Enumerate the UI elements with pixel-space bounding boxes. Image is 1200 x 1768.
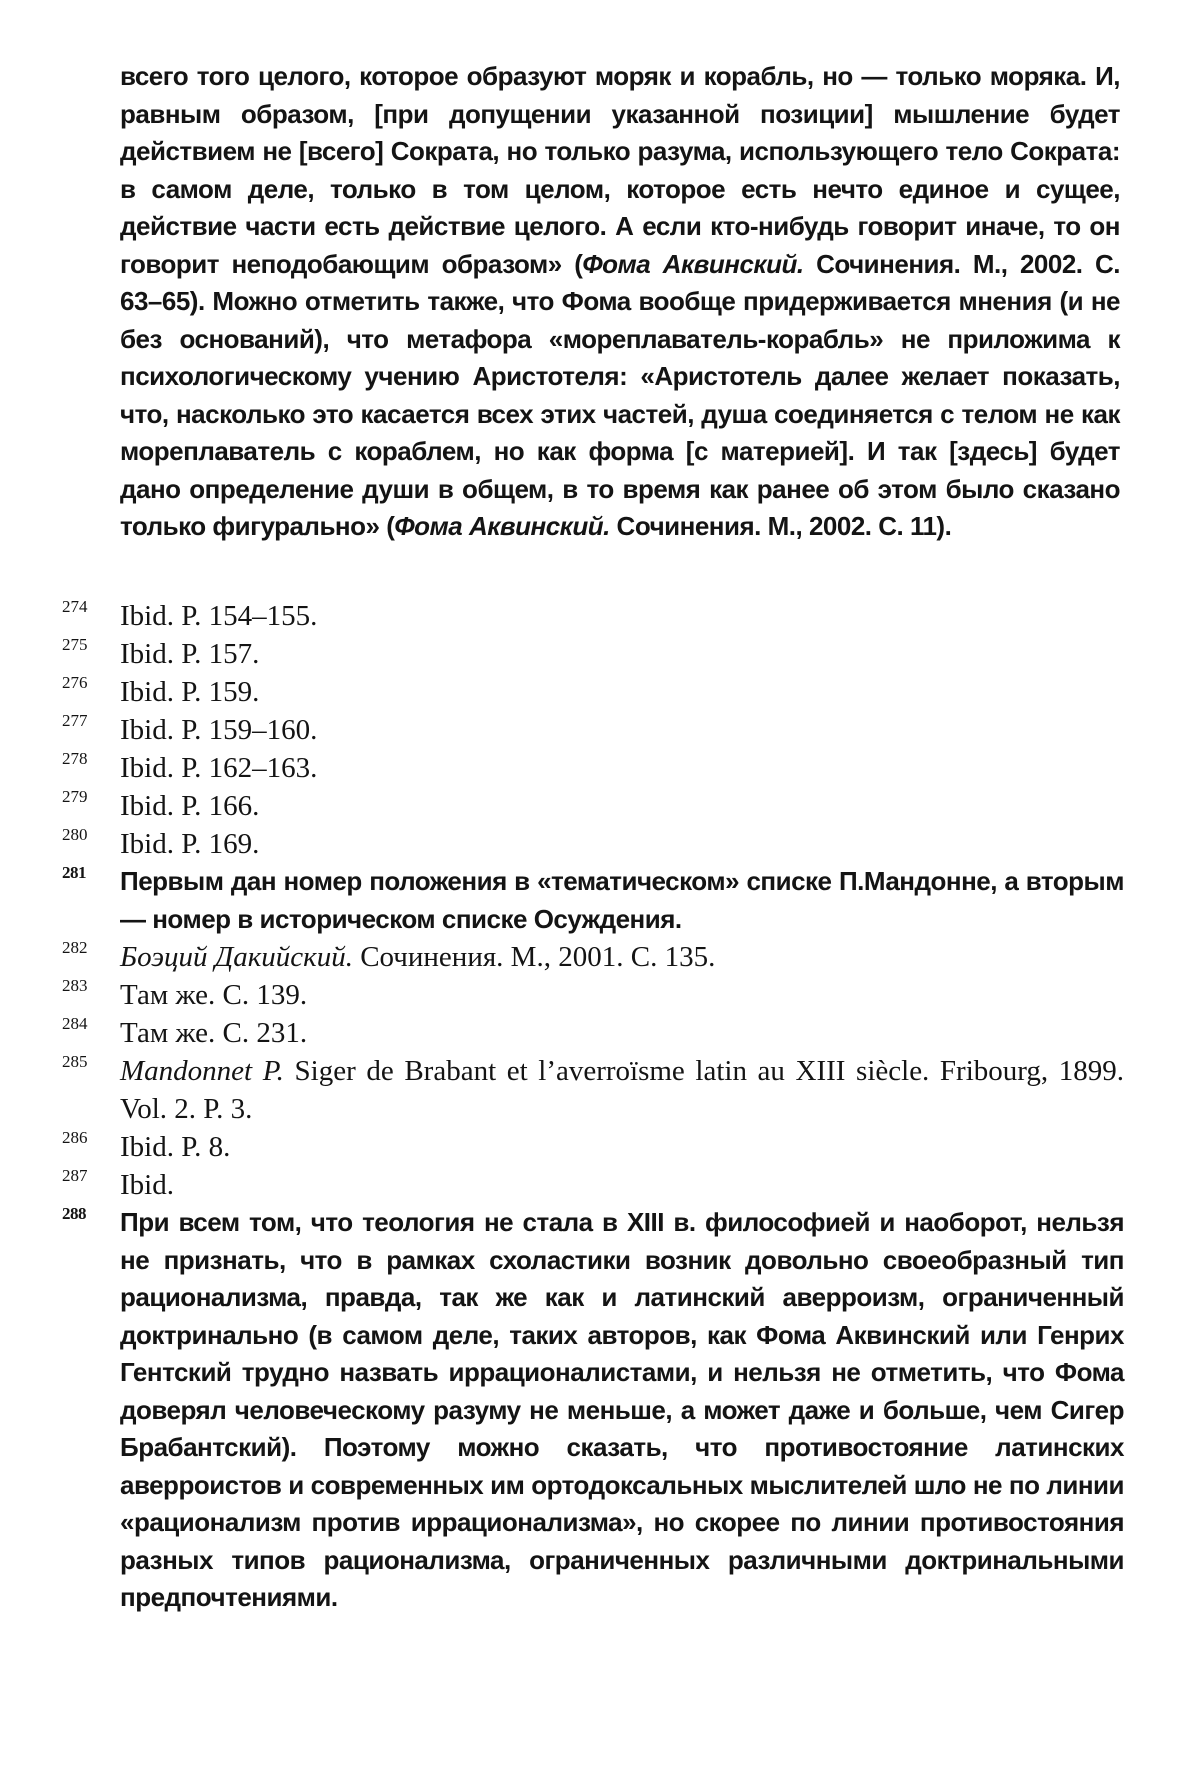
footnote-text: Ibid. P. 159. bbox=[120, 676, 260, 708]
footnote-number: 284 bbox=[62, 1014, 88, 1033]
footnote-286 bbox=[62, 1128, 1124, 1166]
footnote-number: 286 bbox=[62, 1128, 88, 1147]
footnote-number: 283 bbox=[62, 976, 88, 995]
footnote-number: 278 bbox=[62, 749, 88, 768]
footnote-number: 281 bbox=[62, 863, 86, 882]
footnote-284 bbox=[62, 1014, 1124, 1052]
footnote-text: Ibid. P. 162–163. bbox=[120, 752, 318, 784]
footnote-number: 282 bbox=[62, 938, 88, 957]
footnote-text: Первым дан номер положения в «тематическом» списке П.Мандонне, а вторым — номер в историческом списке Осуждения. bbox=[120, 866, 1124, 934]
footnote-text: Ibid. P. 154–155. bbox=[120, 600, 318, 632]
footnote-288 bbox=[62, 1204, 1124, 1617]
footnote-text: Siger de Brabant et l’averroïsme latin au XIII siècle. Fribourg, 1899. Vol. 2. P. 3. bbox=[120, 1055, 1124, 1125]
footnote-283 bbox=[62, 976, 1124, 1014]
footnote-text: Ibid. P. 169. bbox=[120, 828, 260, 860]
footnote-280 bbox=[62, 825, 1124, 863]
lead-text-part-3: Сочинения. М., 2002. С. 11). bbox=[609, 511, 952, 541]
footnote-text: Ibid. P. 166. bbox=[120, 790, 260, 822]
footnote-278 bbox=[62, 749, 1124, 787]
footnote-279 bbox=[62, 787, 1124, 825]
continued-footnote-text bbox=[120, 58, 1120, 546]
footnotes-list bbox=[62, 597, 1124, 1617]
footnote-text: Там же. С. 231. bbox=[120, 1017, 308, 1049]
footnote-274 bbox=[62, 597, 1124, 635]
footnote-author: Боэций Дакийский. bbox=[120, 941, 353, 973]
footnote-number: 285 bbox=[62, 1052, 88, 1071]
footnote-281 bbox=[62, 863, 1124, 938]
footnote-287 bbox=[62, 1166, 1124, 1204]
author-reference: Фома Аквинский. bbox=[582, 248, 804, 279]
footnote-text: При всем том, что теология не стала в XIII в. философией и наоборот, нельзя не признать, что в рамках схоластики возник довольно своеобразный тип рационализма, правда, так же как и латинский аверроизм, ограниченный доктринально (в самом деле, таких авторов, как Фома Аквинский или Генрих Гентский трудно назвать иррационалистами, и нельзя не отметить, что Фома доверял человеческому разуму не меньше, а может даже и больше, чем Сигер Брабантский). Поэтому можно сказать, что противостояние латинских аверроистов и современных им ортодоксальных мыслителей шло не по линии «рационализм против иррационализма», но скорее по линии противостояния разных типов рационализма, ограниченных различными доктринальными предпочтениями. bbox=[120, 1207, 1124, 1612]
footnote-text: Ibid. P. 157. bbox=[120, 638, 260, 670]
footnote-number: 279 bbox=[62, 787, 88, 806]
footnote-number: 276 bbox=[62, 673, 88, 692]
footnote-276 bbox=[62, 673, 1124, 711]
footnote-number: 288 bbox=[62, 1204, 86, 1223]
lead-text-part-1: всего того целого, которое образуют моряк и корабль, но — только моряка. И, равным образом, [при допущении указанной позиции] мышление будет действием не [всего] Сократа, но только разума, использующего тело Сократа: в самом деле, только в том целом, которое есть нечто единое и сущее, действие части есть действие целого. А если кто-нибудь говорит иначе, то он говорит неподобающим образом» ( bbox=[120, 61, 1120, 279]
footnote-275 bbox=[62, 635, 1124, 673]
author-reference: Фома Аквинский. bbox=[394, 511, 610, 541]
footnote-text: Ibid. bbox=[120, 1169, 174, 1201]
footnote-number: 275 bbox=[62, 635, 88, 654]
footnote-text: Там же. С. 139. bbox=[120, 979, 308, 1011]
footnote-text: Ibid. P. 159–160. bbox=[120, 714, 318, 746]
footnote-text: Сочинения. М., 2001. С. 135. bbox=[352, 941, 716, 973]
footnote-author: Mandonnet P. bbox=[120, 1055, 284, 1087]
footnote-number: 277 bbox=[62, 711, 88, 730]
footnote-number: 287 bbox=[62, 1166, 88, 1185]
footnote-text: Ibid. P. 8. bbox=[120, 1131, 231, 1163]
footnote-282 bbox=[62, 938, 1124, 976]
lead-text-part-2: Сочинения. М., 2002. С. 63–65). Можно отметить также, что Фома вообще придерживается мнения (и не без оснований), что метафора «мореплаватель-корабль» не приложима к психологическому учению Аристотеля: «Аристотель далее желает показать, что, насколько это касается всех этих частей, душа соединяется с телом не как мореплаватель с кораблем, но как форма [с материей]. И так [здесь] будет дано определение души в общем, в то время как ранее об этом было сказано только фигурально» ( bbox=[120, 248, 1120, 541]
footnote-number: 274 bbox=[62, 597, 88, 616]
footnote-285 bbox=[62, 1052, 1124, 1128]
footnote-number: 280 bbox=[62, 825, 88, 844]
footnote-277 bbox=[62, 711, 1124, 749]
